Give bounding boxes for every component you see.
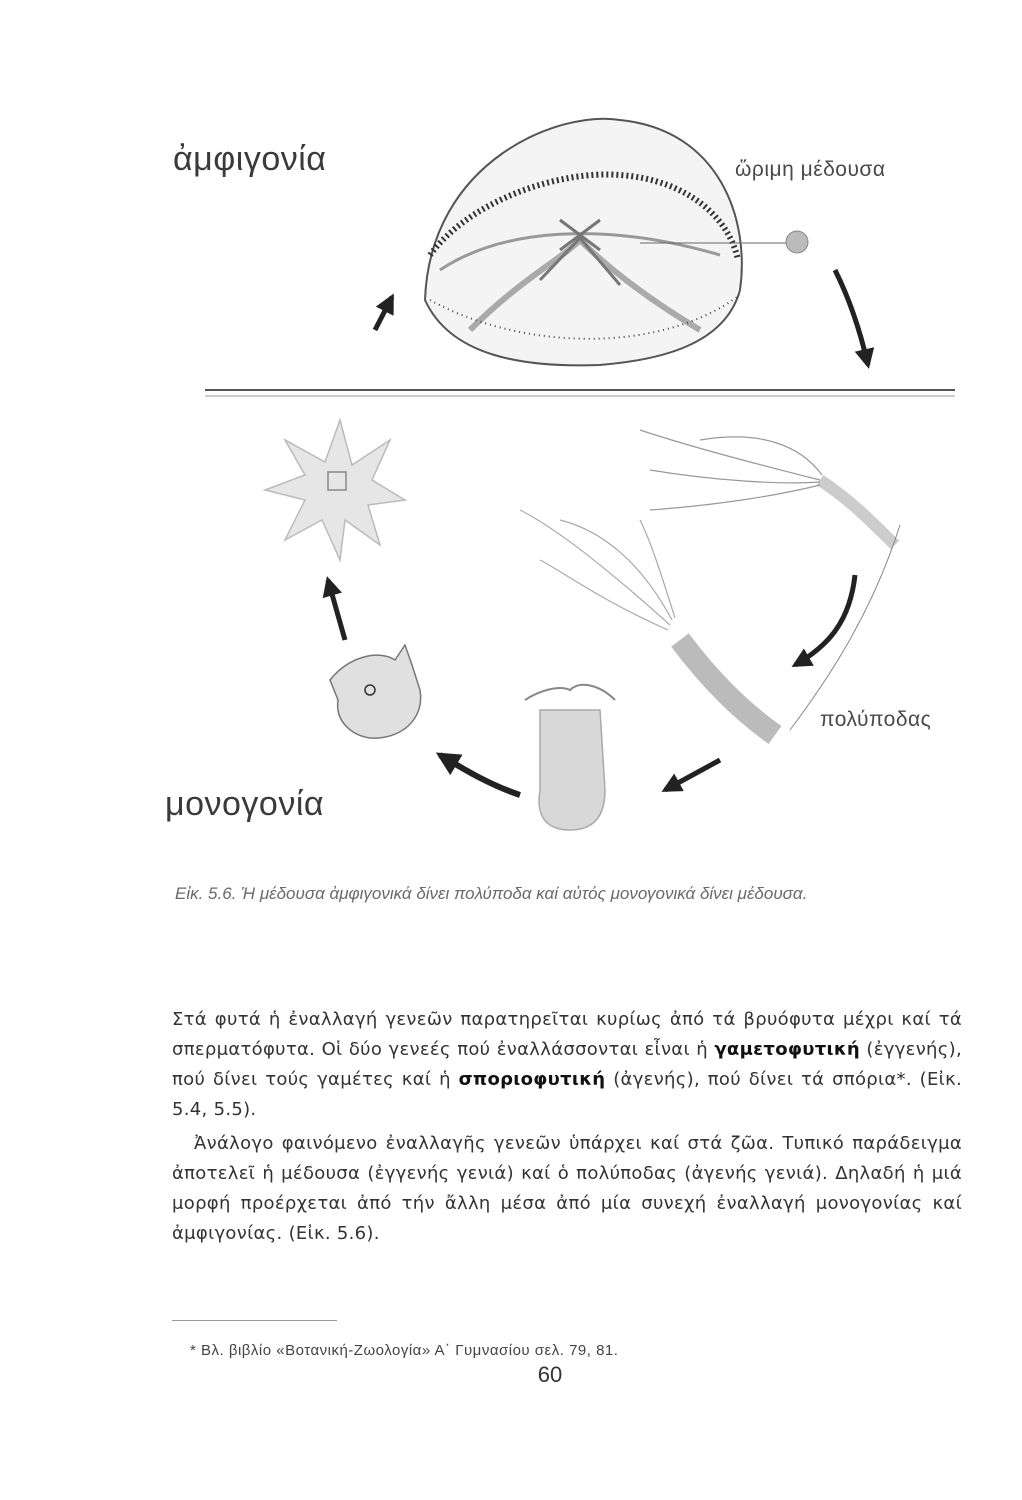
body-text (172, 1005, 962, 1249)
polyp-drawing-middle (520, 510, 775, 735)
arrow-up-to-ephyra (328, 580, 345, 640)
arrow-down-right (835, 270, 868, 365)
label-amphigony: ἀμφιγονία (173, 140, 327, 178)
arrow-up-left (375, 297, 392, 330)
caption-number: Εἰκ. 5.6. (175, 884, 237, 903)
arrow-to-young-medusa (440, 755, 520, 795)
footnote: * Βλ. βιβλίο «Βοτανική-Ζωολογία» Α΄ Γυμνασίου σελ. 79, 81. (190, 1342, 619, 1359)
figure-caption (175, 880, 965, 908)
medusa-drawing (425, 119, 790, 366)
egg-cell (786, 231, 808, 253)
term-sporophytic: σποριοφυτική (458, 1069, 606, 1090)
arrow-to-strobila (665, 760, 720, 790)
footnote-rule (172, 1320, 337, 1321)
paragraph-1-part-c: (ἀγενής), πού δίνει τά σπόρια*. (Εἰκ. 5.4, 5.5). (172, 1069, 962, 1120)
paragraph-1 (172, 1005, 962, 1125)
paragraph-1-part-b: (ἐγγενής), πού δίνει τούς γαμέτες καί ἡ (172, 1039, 962, 1090)
label-polyp: πολύποδας (820, 708, 932, 731)
arrow-to-polyp (795, 575, 855, 665)
label-monogony: μονογονία (165, 785, 325, 823)
paragraph-2: Ἀνάλογο φαινόμενο ἐναλλαγῆς γενεῶν ὑπάρχει καί στά ζῶα. Τυπικό παράδειγμα ἀποτελεῖ ἡ μέδουσα (ἐγγενής γενιά) καί ὁ πολύποδας (ἀγενής γενιά). Δηλαδή ἡ μιά μορφή προέρχεται ἀπό τήν ἄλλη μέσα ἀπό μία συνεχή ἐναλλαγή μονογονίας καί ἀμφιγονίας. (Εἰκ. 5.6). (172, 1133, 962, 1244)
caption-text: Ἡ μέδουσα ἀμφιγονικά δίνει πολύποδα καί αὐτός μονογονικά δίνει μέδουσα. (241, 884, 808, 903)
term-gametophytic: γαμετοφυτική (714, 1039, 861, 1060)
paragraph-1-part-a: Στά φυτά ἡ ἐναλλαγή γενεῶν παρατηρεῖται κυρίως ἀπό τά βρυόφυτα μέχρι καί τά σπερματόφυτα. Οἱ δύο γενεές πού ἐναλλάσσονται εἶναι ἡ (172, 1009, 962, 1060)
polyp-drawing-upper (640, 430, 895, 545)
label-mature-medusa: ὥριμη μέδουσα (735, 158, 886, 181)
ephyra-drawing (265, 420, 405, 560)
young-medusa-drawing (330, 645, 421, 738)
page-number: 60 (537, 1362, 563, 1387)
strobila-drawing (525, 685, 615, 830)
